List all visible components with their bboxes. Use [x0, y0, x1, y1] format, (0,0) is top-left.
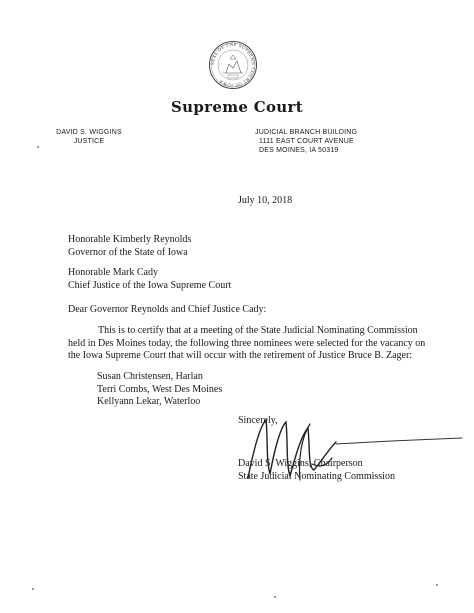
nominee-list [97, 371, 222, 409]
address-line: DES MOINES, IA 50319 [259, 147, 339, 154]
recipient-name: Honorable Mark Cady [68, 267, 158, 278]
court-name: Supreme Court [171, 98, 303, 116]
scan-speck [436, 584, 438, 586]
address-line: 1111 EAST COURT AVENUE [259, 138, 354, 145]
handwritten-signature [240, 408, 465, 490]
recipient-name: Honorable Kimberly Reynolds [68, 234, 192, 245]
nominee-item: Susan Christensen, Harlan [97, 371, 203, 382]
seal-text: SEAL OF THE SUPREME COURT OF IOWA [210, 42, 256, 88]
recipient-chief-justice [68, 267, 231, 292]
justice-title: JUSTICE [73, 138, 105, 145]
scan-speck [37, 146, 39, 148]
justice-block [44, 128, 134, 146]
signer-name: David S. Wiggins, Chairperson [238, 458, 363, 469]
address-line: JUDICIAL BRANCH BUILDING [255, 129, 358, 136]
body-line: the Iowa Supreme Court that will occur with the retirement of Justice Bruce B. Zager: [68, 350, 413, 361]
justice-name: DAVID S. WIGGINS [56, 129, 122, 136]
address-block [255, 128, 375, 155]
body-line: held in Des Moines today, the following three nominees were selected for the vacancy on [68, 337, 426, 349]
signer-title: State Judicial Nominating Commission [238, 470, 395, 482]
body-paragraph [68, 325, 425, 363]
recipient-title: Chief Justice of the Iowa Supreme Court [68, 279, 232, 291]
nominee-item: Terri Combs, West Des Moines [97, 383, 223, 395]
scan-speck [32, 588, 34, 590]
scan-speck [274, 596, 276, 598]
recipient-governor [68, 234, 191, 259]
body-line: This is to certify that at a meeting of the State Judicial Nominating Commission [98, 325, 418, 336]
nominee-item: Kellyann Lekar, Waterloo [97, 396, 201, 407]
court-seal-icon [208, 40, 258, 90]
closing: Sincerely, [238, 415, 278, 426]
recipient-title: Governor of the State of Iowa [68, 246, 188, 258]
salutation: Dear Governor Reynolds and Chief Justice Cady: [68, 304, 267, 315]
letter-date: July 10, 2018 [238, 195, 293, 206]
